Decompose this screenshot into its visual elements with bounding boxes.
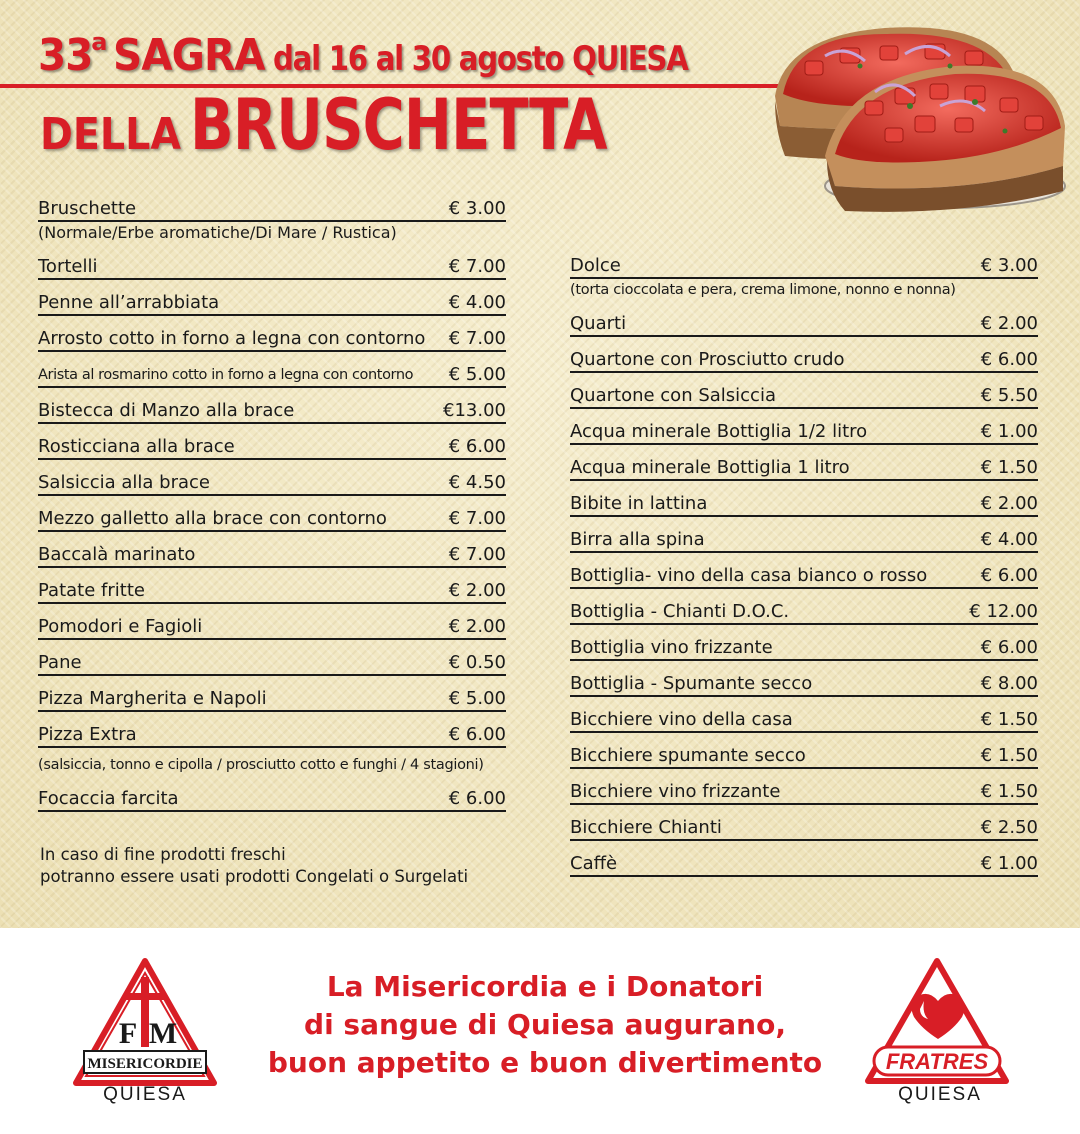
menu-item (38, 686, 506, 712)
menu-item (38, 196, 506, 244)
menu-item (38, 290, 506, 316)
menu-item-price: € 2.00 (448, 580, 506, 601)
menu-item-price: € 0.50 (448, 652, 506, 673)
menu-item-name: Bicchiere vino frizzante (570, 781, 781, 802)
menu-item-price: € 2.50 (980, 817, 1038, 838)
menu-item (38, 254, 506, 280)
menu-list-desserts-drinks (570, 253, 1038, 877)
menu-item (38, 326, 506, 352)
menu-item (570, 779, 1038, 805)
menu-item-name: Quartone con Prosciutto crudo (570, 349, 845, 370)
menu-item-name: Rosticciana alla brace (38, 436, 235, 457)
menu-item-name: Pomodori e Fagioli (38, 616, 203, 637)
menu-item-price: € 8.00 (980, 673, 1038, 694)
menu-item (38, 650, 506, 676)
menu-item-note: (Normale/Erbe aromatiche/Di Mare / Rustica) (38, 223, 397, 242)
menu-item (38, 722, 506, 776)
festival-title-line1 (38, 28, 755, 81)
menu-item-price: € 5.00 (448, 688, 506, 709)
menu-item-name: Mezzo galletto alla brace con contorno (38, 508, 387, 529)
menu-item-price: € 1.50 (980, 745, 1038, 766)
menu-item-name: Bottiglia- vino della casa bianco o rosso (570, 565, 928, 586)
menu-item-name: Salsiccia alla brace (38, 472, 210, 493)
menu-item (570, 419, 1038, 445)
misericordie-monogram-m: M (148, 1017, 178, 1050)
greeting-line: La Misericordia e i Donatori (326, 970, 764, 1003)
fratres-logo (862, 955, 1012, 1095)
menu-item-price: € 7.00 (448, 256, 506, 277)
menu-item (570, 815, 1038, 841)
menu-item-name: Bicchiere Chianti (570, 817, 722, 838)
menu-item-price: € 3.00 (448, 198, 506, 219)
menu-item-name: Bicchiere spumante secco (570, 745, 806, 766)
menu-item-name: Quartone con Salsiccia (570, 385, 776, 406)
fratres-name: FRATRES (885, 1049, 989, 1074)
menu-item (570, 743, 1038, 769)
menu-item (570, 347, 1038, 373)
menu-item-name: Bistecca di Manzo alla brace (38, 400, 295, 421)
menu-item (570, 563, 1038, 589)
menu-item-price: €13.00 (443, 400, 506, 421)
menu-item (570, 383, 1038, 409)
menu-item-price: € 1.50 (980, 457, 1038, 478)
menu-item-name: Tortelli (38, 256, 98, 277)
misericordie-name: MISERICORDIE (87, 1056, 203, 1072)
menu-item-price: € 1.50 (980, 709, 1038, 730)
menu-item-name: Acqua minerale Bottiglia 1/2 litro (570, 421, 868, 442)
menu-item-price: € 6.00 (980, 565, 1038, 586)
menu-item-name: Baccalà marinato (38, 544, 196, 565)
menu-item-name: Bottiglia - Chianti D.O.C. (570, 601, 790, 622)
menu-item-price: € 6.00 (448, 724, 506, 745)
footnote-line: In caso di fine prodotti freschi (40, 845, 286, 864)
greeting-line: di sangue di Quiesa augurano, (304, 1008, 786, 1041)
menu-item (570, 527, 1038, 553)
menu-item (38, 362, 506, 388)
menu-item-name: Bottiglia vino frizzante (570, 637, 773, 658)
menu-item-name: Acqua minerale Bottiglia 1 litro (570, 457, 850, 478)
menu-item-price: € 4.50 (448, 472, 506, 493)
menu-item-price: € 7.00 (448, 544, 506, 565)
menu-item (38, 542, 506, 568)
menu-item-price: € 1.50 (980, 781, 1038, 802)
frozen-products-footnote (40, 844, 468, 888)
menu-item-name: Bruschette (38, 198, 137, 219)
menu-item (570, 671, 1038, 697)
menu-item-price: € 1.00 (980, 853, 1038, 874)
bruschetta-photo (765, 6, 1075, 220)
menu-item (38, 614, 506, 640)
menu-item (570, 253, 1038, 301)
bruschetta-word: BRUSCHETTA (190, 84, 607, 166)
menu-item-note: (salsiccia, tonno e cipolla / prosciutto cotto e funghi / 4 stagioni) (38, 757, 484, 773)
menu-item-price: € 7.00 (448, 508, 506, 529)
menu-item-price: € 2.00 (980, 313, 1038, 334)
menu-item-price: € 4.00 (980, 529, 1038, 550)
menu-item-name: Pizza Margherita e Napoli (38, 688, 267, 709)
menu-item (38, 506, 506, 532)
menu-item-price: € 7.00 (448, 328, 506, 349)
menu-item-name: Dolce (570, 255, 621, 276)
dates-place: dal 16 al 30 agosto QUIESA (273, 39, 688, 79)
menu-item-price: € 1.00 (980, 421, 1038, 442)
menu-item (570, 455, 1038, 481)
menu-item (570, 707, 1038, 733)
festival-title-line2 (40, 84, 698, 166)
greeting-line: buon appetito e buon divertimento (267, 1046, 823, 1079)
menu-item-price: € 5.50 (980, 385, 1038, 406)
misericordie-monogram-f: F (118, 1017, 138, 1050)
edition-superscript: a (91, 28, 108, 56)
footnote-line: potranno essere usati prodotti Congelati o Surgelati (40, 867, 469, 886)
menu-item-price: € 6.00 (448, 436, 506, 457)
misericordie-city: QUIESA (103, 1084, 187, 1105)
menu-item-price: € 2.00 (980, 493, 1038, 514)
menu-item-name: Bibite in lattina (570, 493, 708, 514)
menu-item-name: Birra alla spina (570, 529, 705, 550)
menu-item-name: Caffè (570, 853, 618, 874)
menu-item-price: € 6.00 (980, 349, 1038, 370)
menu-item (570, 599, 1038, 625)
menu-item (570, 491, 1038, 517)
sagra-word: SAGRA (113, 30, 265, 81)
menu-list-food (38, 196, 506, 812)
menu-item-name: Pizza Extra (38, 724, 137, 745)
menu-item-name: Patate fritte (38, 580, 145, 601)
menu-item-name: Bicchiere vino della casa (570, 709, 793, 730)
menu-item-price: € 5.00 (448, 364, 506, 385)
edition-number: 33 (38, 30, 93, 81)
menu-item-price: € 6.00 (448, 788, 506, 809)
menu-item-price: € 4.00 (448, 292, 506, 313)
menu-item-name: Arrosto cotto in forno a legna con contorno (38, 328, 426, 349)
menu-item (570, 311, 1038, 337)
menu-item-name: Quarti (570, 313, 627, 334)
menu-item-price: € 2.00 (448, 616, 506, 637)
misericordie-logo (70, 955, 220, 1105)
menu-item-name: Arista al rosmarino cotto in forno a legna con contorno (38, 367, 414, 383)
menu-item-price: € 6.00 (980, 637, 1038, 658)
menu-item (38, 434, 506, 460)
menu-item-name: Pane (38, 652, 82, 673)
menu-item-name: Bottiglia - Spumante secco (570, 673, 813, 694)
menu-item-price: € 3.00 (980, 255, 1038, 276)
menu-item (38, 786, 506, 812)
menu-item (570, 635, 1038, 661)
menu-item (38, 398, 506, 424)
menu-item (38, 578, 506, 604)
della-word: DELLA (40, 109, 182, 160)
fratres-city: QUIESA (898, 1084, 982, 1105)
menu-item (38, 470, 506, 496)
menu-item (570, 851, 1038, 877)
menu-item-price: € 12.00 (969, 601, 1038, 622)
menu-item-name: Focaccia farcita (38, 788, 179, 809)
greeting-message (250, 968, 840, 1082)
menu-item-note: (torta cioccolata e pera, crema limone, nonno e nonna) (570, 282, 956, 298)
menu-item-name: Penne all’arrabbiata (38, 292, 220, 313)
